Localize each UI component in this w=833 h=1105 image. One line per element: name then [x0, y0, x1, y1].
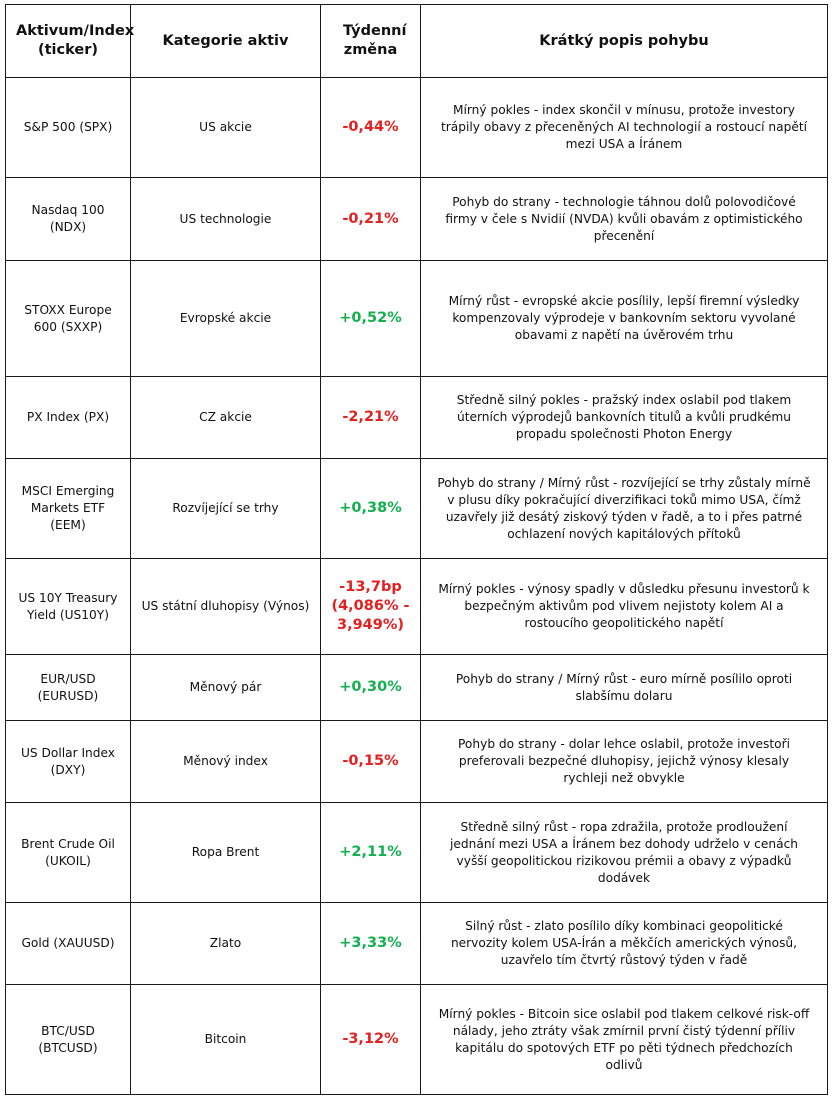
description-cell: Mírný pokles - index skončil v mínusu, protože investory trápily obavy z přeceněných AI technologií a rostoucí napětí mezi USA a Íránem	[421, 78, 828, 178]
header-row	[6, 5, 828, 78]
table-row	[6, 985, 828, 1095]
table-row	[6, 377, 828, 459]
asset-cell: STOXX Europe 600 (SXXP)	[6, 261, 131, 377]
category-cell: Měnový index	[131, 721, 321, 803]
market-summary-table	[5, 4, 828, 1095]
table-row	[6, 261, 828, 377]
table-row	[6, 78, 828, 178]
description-cell: Pohyb do strany - technologie táhnou dolů polovodičové firmy v čele s Nvidií (NVDA) kvůli obavám z optimistického přecenění	[421, 178, 828, 261]
category-cell: Zlato	[131, 903, 321, 985]
header-weekly-change: Týdenní změna	[321, 5, 421, 78]
description-cell: Středně silný pokles - pražský index oslabil pod tlakem úterních výprodejů bankovních titulů a kvůli prudkému propadu společnosti Photon Energy	[421, 377, 828, 459]
table-row	[6, 559, 828, 655]
asset-cell: US Dollar Index (DXY)	[6, 721, 131, 803]
description-cell: Středně silný růst - ropa zdražila, protože prodloužení jednání mezi USA a Íránem bez dohody udrželo v cenách vyšší geopolitickou rizikovou prémii a obavy z výpadků dodávek	[421, 803, 828, 903]
asset-cell: Nasdaq 100 (NDX)	[6, 178, 131, 261]
asset-cell: PX Index (PX)	[6, 377, 131, 459]
description-cell: Pohyb do strany / Mírný růst - rozvíjející se trhy zůstaly mírně v plusu díky pokračující diverzifikaci toků mimo USA, čímž uzavřely již desátý ziskový týden v řadě, a to i přes patrné ochlazení nových kapitálových přítoků	[421, 459, 828, 559]
change-cell: -2,21%	[321, 377, 421, 459]
table-row	[6, 803, 828, 903]
category-cell: Bitcoin	[131, 985, 321, 1095]
change-cell: -13,7bp (4,086% - 3,949%)	[321, 559, 421, 655]
category-cell: US státní dluhopisy (Výnos)	[131, 559, 321, 655]
category-cell: Měnový pár	[131, 655, 321, 721]
description-cell: Pohyb do strany / Mírný růst - euro mírně posílilo oproti slabšímu dolaru	[421, 655, 828, 721]
header-asset: Aktivum/Index (ticker)	[6, 5, 131, 78]
description-cell: Mírný pokles - výnosy spadly v důsledku přesunu investorů k bezpečným aktivům pod vlivem nejistoty kolem AI a rostoucího geopolitického napětí	[421, 559, 828, 655]
category-cell: CZ akcie	[131, 377, 321, 459]
change-cell: +0,30%	[321, 655, 421, 721]
header-category: Kategorie aktiv	[131, 5, 321, 78]
change-cell: +3,33%	[321, 903, 421, 985]
asset-cell: Gold (XAUUSD)	[6, 903, 131, 985]
asset-cell: Brent Crude Oil (UKOIL)	[6, 803, 131, 903]
description-cell: Mírný růst - evropské akcie posílily, lepší firemní výsledky kompenzovaly výprodeje v bankovním sektoru vyvolané obavami z napětí na úvěrovém trhu	[421, 261, 828, 377]
table-row	[6, 459, 828, 559]
table-row	[6, 721, 828, 803]
asset-cell: EUR/USD (EURUSD)	[6, 655, 131, 721]
table-row	[6, 903, 828, 985]
category-cell: Evropské akcie	[131, 261, 321, 377]
change-cell: -0,44%	[321, 78, 421, 178]
category-cell: US akcie	[131, 78, 321, 178]
description-cell: Mírný pokles - Bitcoin sice oslabil pod tlakem celkové risk-off nálady, jeho ztráty však zmírnil první čistý týdenní příliv kapitálu do spotových ETF po pěti týdnech předchozích odlivů	[421, 985, 828, 1095]
change-cell: +2,11%	[321, 803, 421, 903]
asset-cell: BTC/USD (BTCUSD)	[6, 985, 131, 1095]
header-description: Krátký popis pohybu	[421, 5, 828, 78]
asset-cell: S&P 500 (SPX)	[6, 78, 131, 178]
description-cell: Pohyb do strany - dolar lehce oslabil, protože investoři preferovali bezpečné dluhopisy, jejichž výnosy klesaly rychleji než obvykle	[421, 721, 828, 803]
change-cell: -0,15%	[321, 721, 421, 803]
table-row	[6, 655, 828, 721]
category-cell: US technologie	[131, 178, 321, 261]
table-row	[6, 178, 828, 261]
change-cell: +0,38%	[321, 459, 421, 559]
change-cell: -3,12%	[321, 985, 421, 1095]
change-cell: +0,52%	[321, 261, 421, 377]
category-cell: Rozvíjející se trhy	[131, 459, 321, 559]
change-cell: -0,21%	[321, 178, 421, 261]
category-cell: Ropa Brent	[131, 803, 321, 903]
description-cell: Silný růst - zlato posílilo díky kombinaci geopolitické nervozity kolem USA-Írán a měkčích amerických výnosů, uzavřelo tím čtvrtý růstový týden v řadě	[421, 903, 828, 985]
asset-cell: US 10Y Treasury Yield (US10Y)	[6, 559, 131, 655]
asset-cell: MSCI Emerging Markets ETF (EEM)	[6, 459, 131, 559]
